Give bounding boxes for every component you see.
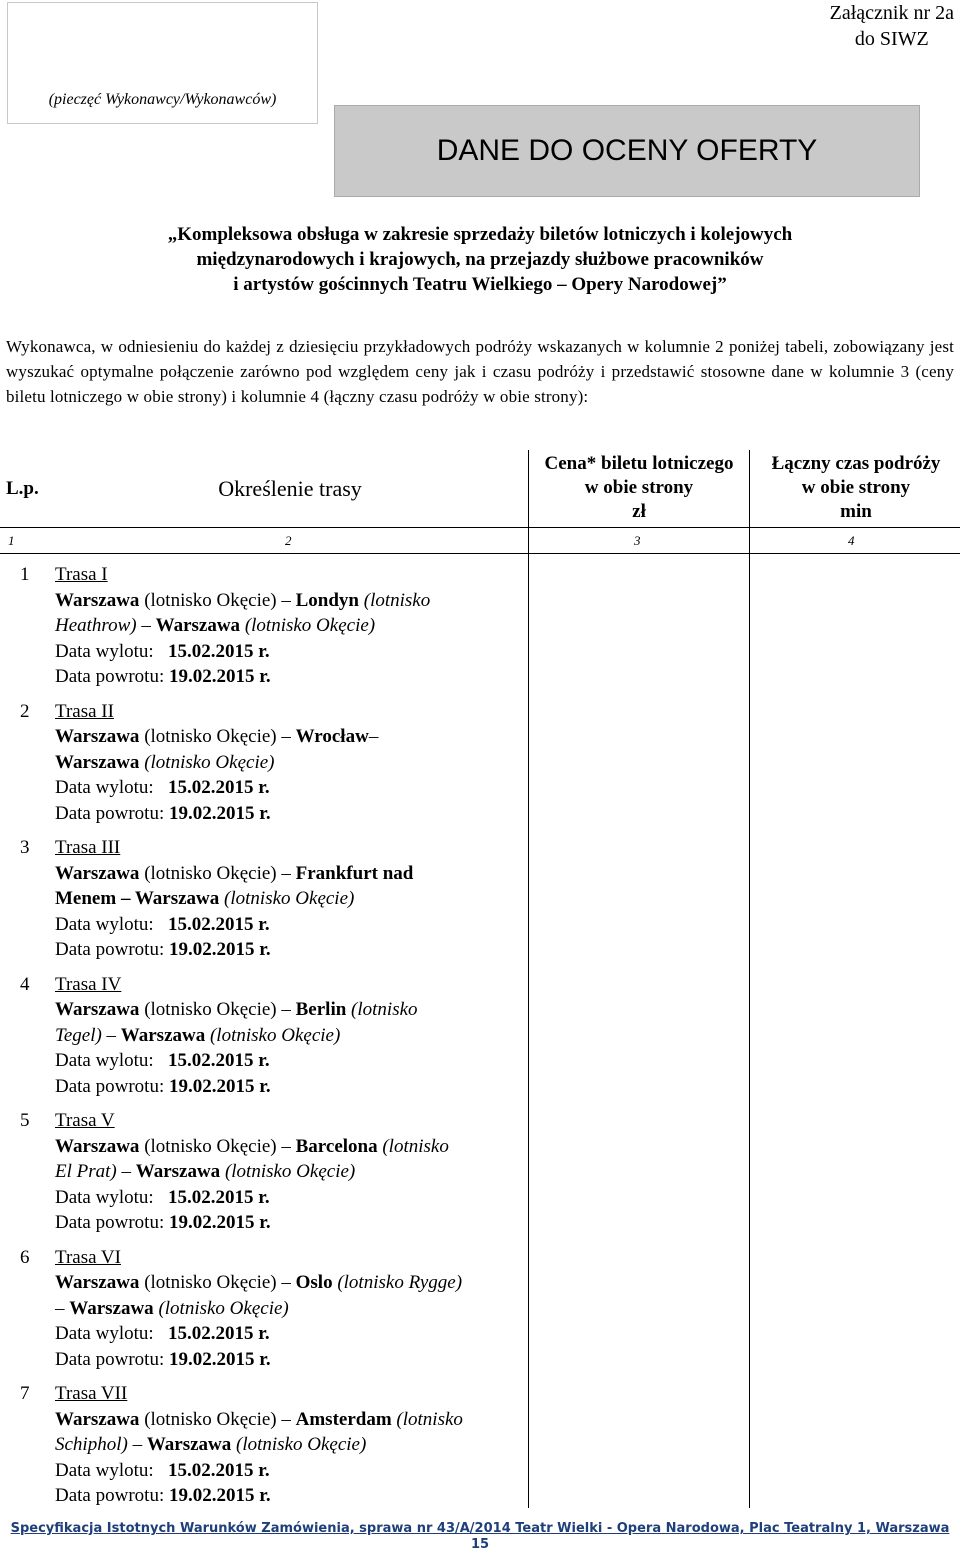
- route-origin: Warszawa: [55, 1135, 140, 1157]
- route-name: Trasa III: [55, 837, 121, 858]
- stamp-label: (pieczęć Wykonawcy/Wykonawców): [48, 91, 277, 108]
- route-name: Trasa VII: [55, 1383, 128, 1404]
- header-time-line-2: w obie strony: [801, 477, 911, 498]
- departure-date: 15.02.2015 r.: [167, 913, 270, 935]
- departure-date: 15.02.2015 r.: [167, 777, 270, 798]
- route-return-airport: (lotnisko Okęcie): [220, 1161, 356, 1182]
- route-destination-airport: (lotnisko: [377, 1135, 449, 1157]
- route-destination: Barcelona: [295, 1135, 378, 1157]
- route-return-airport: (lotnisko Okęcie): [219, 888, 355, 909]
- route-lp: 5: [20, 1110, 30, 1131]
- route-return-airport: (lotnisko Okęcie): [240, 615, 376, 636]
- route-destination: Amsterdam: [295, 1408, 392, 1430]
- route-origin-airport: (lotnisko Okęcie) –: [139, 1135, 296, 1157]
- route-origin-airport: (lotnisko Okęcie) –: [139, 726, 296, 747]
- annex-line-2: do SIWZ: [854, 28, 929, 50]
- table-divider-col3: [528, 450, 529, 1508]
- header-price: [528, 452, 750, 524]
- departure-label: Data wylotu:: [55, 1050, 154, 1071]
- route-return-airport: (lotnisko Okęcie): [139, 751, 275, 773]
- return-date: 19.02.2015 r.: [168, 1348, 271, 1370]
- route-destination-airport: (lotnisko Rygge): [332, 1272, 463, 1293]
- header-route: Określenie trasy: [218, 476, 362, 501]
- route-origin-airport: (lotnisko Okęcie) –: [139, 862, 296, 884]
- route-return: Warszawa: [146, 1434, 232, 1455]
- route-destination-airport-cont: Heathrow) –: [55, 615, 156, 636]
- route-origin-airport: (lotnisko Okęcie) –: [139, 589, 296, 611]
- header-time-line-1: Łączny czas podróży: [771, 453, 941, 474]
- annex-line-1: Załącznik nr 2a: [829, 2, 954, 24]
- col-number-2: 2: [285, 533, 292, 548]
- return-date: 19.02.2015 r.: [168, 1075, 271, 1097]
- contractor-stamp-box: [7, 2, 318, 124]
- return-label: Data powrotu:: [55, 1075, 165, 1097]
- route-origin: Warszawa: [55, 726, 140, 747]
- route-origin: Warszawa: [55, 999, 140, 1020]
- route-origin-airport: (lotnisko Okęcie) –: [139, 1408, 296, 1430]
- departure-label: Data wylotu:: [55, 1323, 154, 1344]
- table-row: [20, 835, 520, 963]
- table-row: [20, 972, 520, 1100]
- return-label: Data powrotu:: [55, 1485, 165, 1506]
- departure-date: 15.02.2015 r.: [167, 1186, 270, 1208]
- departure-label: Data wylotu:: [55, 1186, 154, 1208]
- return-label: Data powrotu:: [55, 802, 165, 824]
- route-name: Trasa II: [55, 700, 114, 722]
- route-destination: Berlin: [295, 999, 347, 1020]
- table-number-rule: [0, 553, 960, 554]
- return-label: Data powrotu:: [55, 666, 165, 687]
- header-time-line-3: min: [840, 501, 872, 522]
- route-origin-airport: (lotnisko Okęcie) –: [139, 999, 296, 1020]
- page-title: DANE DO OCENY OFERTY: [334, 105, 920, 197]
- route-name: Trasa I: [55, 564, 108, 585]
- route-return: Warszawa: [135, 1161, 221, 1182]
- header-lp: L.p.: [6, 478, 39, 499]
- departure-date: 15.02.2015 r.: [167, 1050, 270, 1071]
- subject-line-3: i artystów gościnnych Teatru Wielkiego – Opery Narodowej”: [233, 274, 727, 295]
- route-lp: 6: [20, 1246, 30, 1268]
- return-date: 19.02.2015 r.: [168, 802, 271, 824]
- route-name: Trasa IV: [55, 973, 122, 995]
- route-destination: Frankfurt nad: [295, 862, 414, 884]
- table-divider-col4: [749, 450, 750, 1508]
- table-row: [20, 562, 520, 690]
- col-number-1: 1: [8, 533, 15, 548]
- route-destination-airport-cont: Tegel) –: [55, 1024, 121, 1046]
- col-number-3: 3: [634, 533, 641, 548]
- table-header-rule: [0, 527, 960, 528]
- table-row: [20, 699, 520, 827]
- route-lp: 2: [20, 700, 30, 722]
- route-destination-airport: –: [368, 726, 379, 747]
- departure-date: 15.02.2015 r.: [167, 1323, 270, 1344]
- route-lp: 4: [20, 973, 30, 995]
- departure-date: 15.02.2015 r.: [167, 1459, 270, 1481]
- return-date: 19.02.2015 r.: [168, 1485, 271, 1506]
- route-destination: Oslo: [295, 1272, 333, 1293]
- route-return: Warszawa: [69, 1297, 154, 1319]
- subject-heading: [0, 222, 960, 297]
- footer-text: Specyfikacja Istotnych Warunków Zamówienia, sprawa nr 43/A/2014 Teatr Wielki - Opera Narodowa, Plac Teatralny 1, Warszawa: [10, 1521, 950, 1536]
- header-price-line-2: w obie strony: [584, 477, 694, 498]
- route-origin: Warszawa: [55, 1272, 140, 1293]
- route-return: Warszawa: [55, 751, 140, 773]
- route-destination-airport-cont: –: [55, 1297, 70, 1319]
- header-price-line-3: zł: [632, 501, 646, 522]
- route-lp: 7: [20, 1383, 30, 1404]
- departure-label: Data wylotu:: [55, 640, 154, 662]
- route-destination-airport-cont: El Prat) –: [55, 1161, 136, 1182]
- subject-line-2: międzynarodowych i krajowych, na przejazdy służbowe pracowników: [196, 249, 764, 270]
- table-row: [20, 1245, 520, 1373]
- route-lp: 1: [20, 564, 30, 585]
- route-return-airport: (lotnisko Okęcie): [231, 1434, 367, 1455]
- route-destination: Wrocław: [295, 726, 369, 747]
- route-return: Menem – Warszawa: [55, 888, 220, 909]
- route-origin: Warszawa: [55, 862, 140, 884]
- col-number-4: 4: [848, 533, 855, 548]
- route-destination-airport: (lotnisko: [391, 1408, 463, 1430]
- return-date: 19.02.2015 r.: [168, 939, 271, 960]
- return-label: Data powrotu:: [55, 1212, 165, 1233]
- route-return: Warszawa: [155, 615, 241, 636]
- departure-date: 15.02.2015 r.: [167, 640, 270, 662]
- route-name: Trasa VI: [55, 1246, 121, 1268]
- route-destination-airport: (lotnisko: [346, 999, 418, 1020]
- table-row: [20, 1381, 520, 1509]
- table-row: [20, 1108, 520, 1236]
- return-date: 19.02.2015 r.: [168, 1212, 271, 1233]
- route-origin: Warszawa: [55, 589, 140, 611]
- departure-label: Data wylotu:: [55, 1459, 154, 1481]
- page-number: 15: [470, 1537, 490, 1552]
- departure-label: Data wylotu:: [55, 913, 154, 935]
- intro-paragraph: Wykonawca, w odniesieniu do każdej z dziesięciu przykładowych podróży wskazanych w kolumnie 2 poniżej tabeli, zobowiązany jest wyszukać optymalne połączenie zarówno pod względem ceny jak i czasu podróży i przedstawić stosowne dane w kolumnie 3 (ceny biletu lotniczego w obie strony) i kolumnie 4 (łączny czasu podróży w obie strony):: [6, 337, 954, 406]
- departure-label: Data wylotu:: [55, 777, 154, 798]
- route-origin-airport: (lotnisko Okęcie) –: [139, 1272, 296, 1293]
- header-time: [752, 452, 960, 524]
- header-price-line-1: Cena* biletu lotniczego: [544, 453, 734, 474]
- return-date: 19.02.2015 r.: [168, 666, 271, 687]
- subject-line-1: „Kompleksowa obsługa w zakresie sprzedaży biletów lotniczych i kolejowych: [167, 224, 793, 245]
- return-label: Data powrotu:: [55, 939, 165, 960]
- route-destination-airport-cont: Schiphol) –: [55, 1434, 147, 1455]
- route-lp: 3: [20, 837, 30, 858]
- route-destination: Londyn: [295, 589, 359, 611]
- return-label: Data powrotu:: [55, 1348, 165, 1370]
- route-return: Warszawa: [120, 1024, 206, 1046]
- route-return-airport: (lotnisko Okęcie): [153, 1297, 289, 1319]
- route-origin: Warszawa: [55, 1408, 140, 1430]
- annex-label: [830, 0, 954, 52]
- route-destination-airport: (lotnisko: [359, 589, 431, 611]
- route-return-airport: (lotnisko Okęcie): [205, 1024, 341, 1046]
- route-name: Trasa V: [55, 1110, 115, 1131]
